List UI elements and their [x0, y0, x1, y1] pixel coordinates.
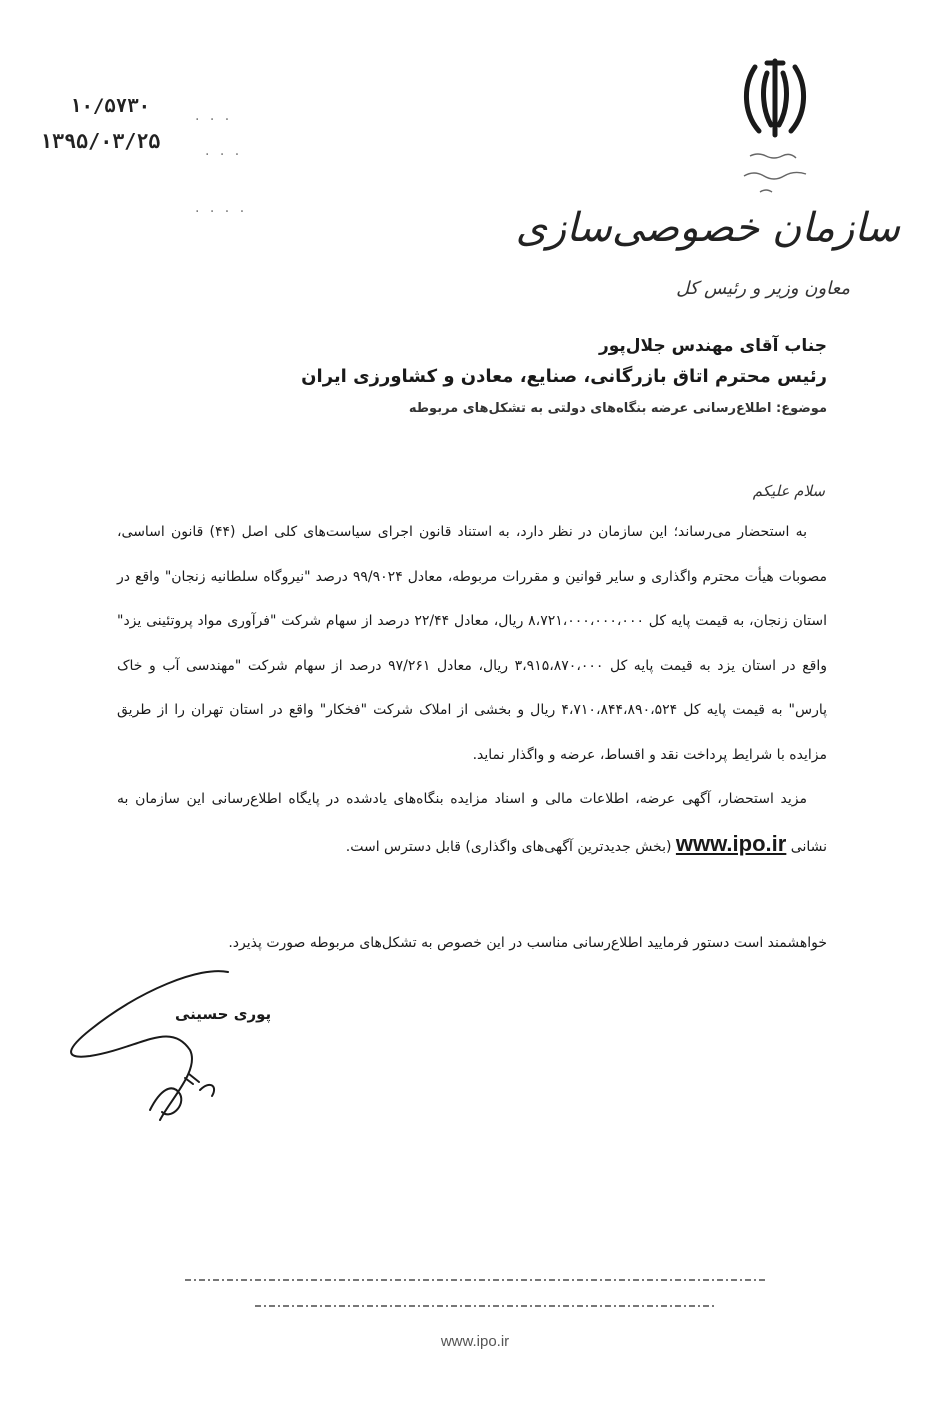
- closing-line: خواهشمند است دستور فرمایید اطلاع‌رسانی مناسب در این خصوص به تشکل‌های مربوطه صورت پذیرد.: [228, 935, 827, 951]
- recipient-title: رئیس محترم اتاق بازرگانی، صنایع، معادن و کشاورزی ایران: [301, 366, 827, 387]
- paragraph-1-text: به استحضار می‌رساند؛ این سازمان در نظر دارد، به استناد قانون اجرای سیاست‌های کلی اصل (۴۴) قانون اساسی، مصوبات هیأت محترم واگذاری و سایر قوانین و مقررات مربوطه، معادل ۹۹/۹۰۲۴ درصد "نیروگاه سلطانیه زنجان" واقع در استان زنجان، به قیمت پایه کل ۸،۷۲۱،۰۰۰،۰۰۰،۰۰۰ ریال، معادل ۲۲/۴۴ درصد از سهام شرکت "فرآوری مواد پروتئینی یزد" واقع در استان یزد به قیمت پایه کل ۳،۹۱۵،۸۷۰،۰۰۰ ریال، معادل ۹۷/۲۶۱ درصد از سهام شرکت "مهندسی آب و خاک پارس" به قیمت پایه کل ۴،۷۱۰،۸۴۴،۸۹۰،۵۲۴ ریال و بخشی از املاک شرکت "فخکار" واقع در استان تهران را از طریق مزایده با شرایط پرداخت نقد و اقساط، عرضه و واگذار نماید.: [117, 524, 828, 763]
- signature-icon: [50, 960, 270, 1160]
- recipient-block: [227, 336, 827, 416]
- paragraph-2-tail: (بخش جدیدترین آگهی‌های واگذاری) قابل دسترس است.: [345, 838, 672, 855]
- footer: [150, 1270, 800, 1354]
- letter-subject: موضوع: اطلاع‌رسانی عرضه بنگاه‌های دولتی به تشکل‌های مربوطه: [408, 401, 827, 416]
- footer-website: www.ipo.ir: [440, 1333, 510, 1350]
- deputy-line: معاون وزیر و رئیس کل: [676, 278, 850, 299]
- letter-number: ۱۰/۵۷۳۰: [70, 95, 151, 117]
- paragraph-2-text: مزید استحضار، آگهی عرضه، اطلاعات مالی و اسناد مزایده بنگاه‌های یادشده در پایگاه اطلاع‌رسانی این سازمان به نشانی: [117, 791, 827, 855]
- letter-date: ۱۳۹۵/۰۳/۲۵: [40, 129, 161, 153]
- dots-decoration: . . . .: [195, 200, 248, 216]
- greeting: سلام علیکم: [752, 482, 825, 500]
- emblem-icon: [735, 55, 815, 140]
- signer-name: پوری حسینی: [175, 1005, 272, 1023]
- body-paragraph-1: [117, 510, 827, 777]
- ministry-handwriting-icon: [740, 148, 810, 198]
- website-link[interactable]: www.ipo.ir: [675, 830, 787, 856]
- dots-decoration: . . .: [195, 108, 233, 124]
- body-paragraph-2: [117, 777, 827, 869]
- dots-decoration: . . .: [205, 143, 243, 159]
- recipient-name: جناب آقای مهندس جلال‌پور: [598, 336, 827, 356]
- footer-address-icon: [175, 1270, 775, 1320]
- letter-body: [117, 510, 827, 869]
- org-title: سازمان خصوصی‌سازی: [515, 205, 900, 251]
